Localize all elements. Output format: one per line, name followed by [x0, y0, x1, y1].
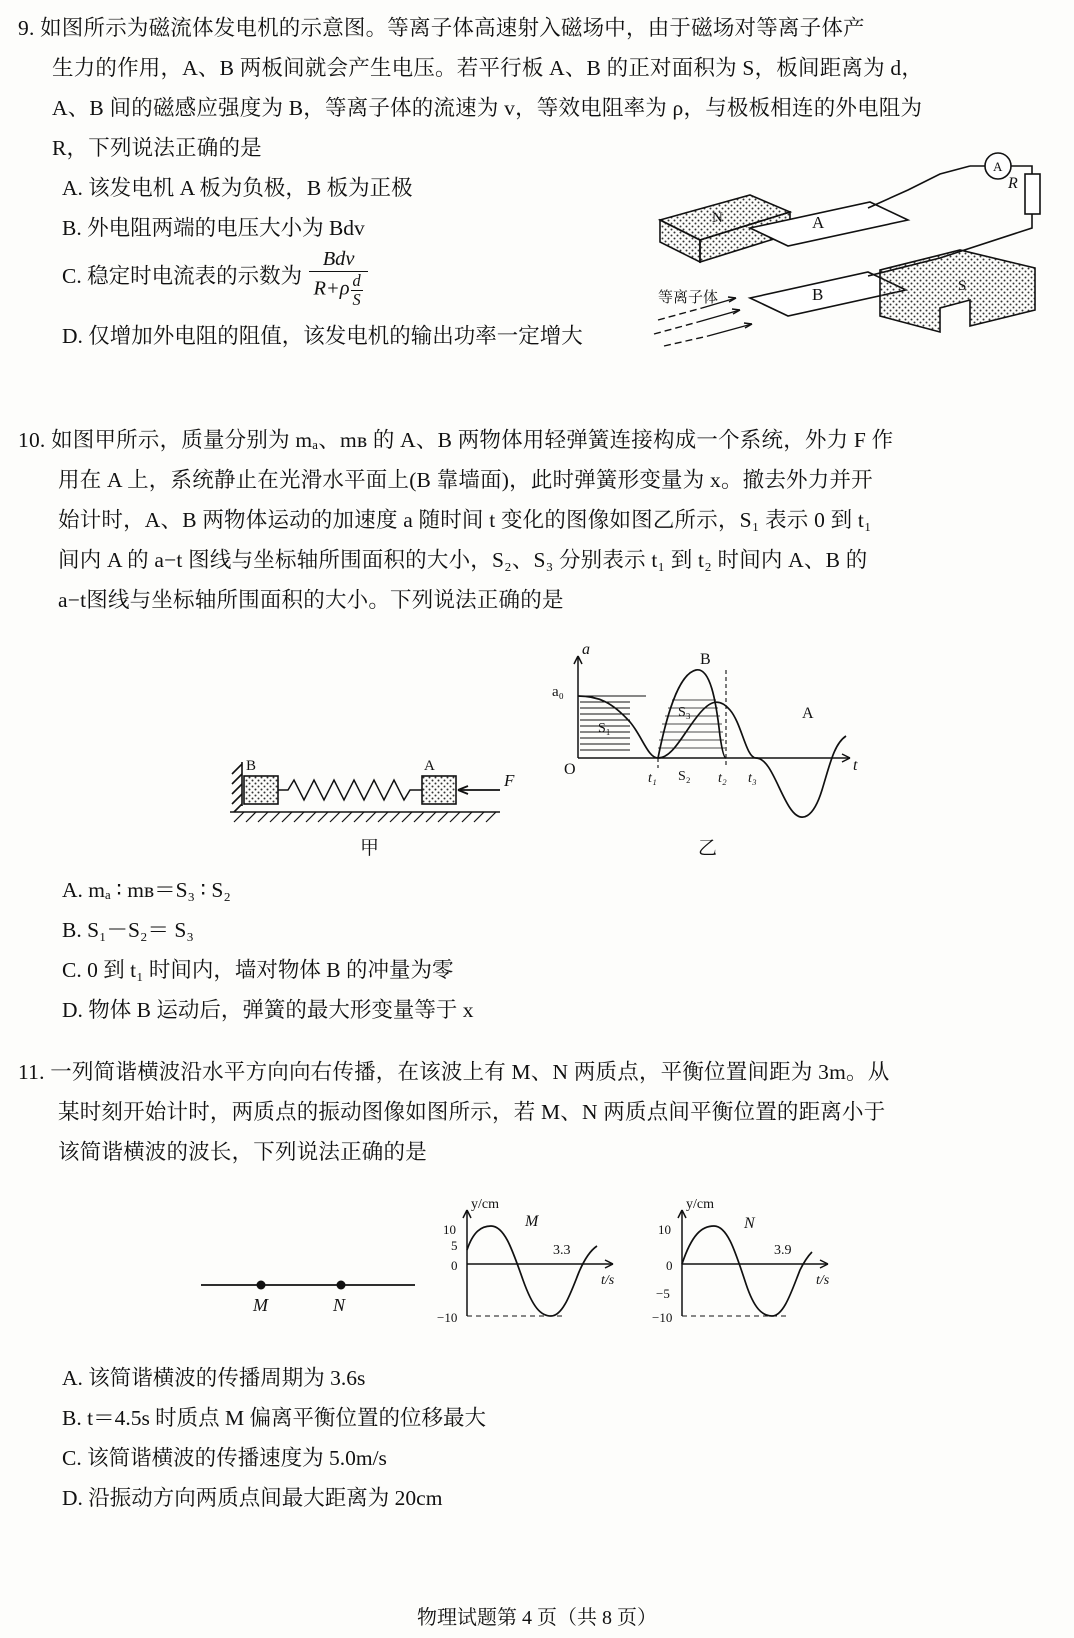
q11-chart-m: [425, 1196, 635, 1356]
chart-m-ytick-neg10: −10: [437, 1310, 458, 1325]
chart-n-ylabel: y/cm: [686, 1197, 714, 1212]
q10-option-b: B. S₁－S₂＝ S₃: [62, 918, 194, 942]
q9-resistor-label: R: [1008, 175, 1018, 192]
q9-option-d: D. 仅增加外电阻的阻值，该发电机的输出功率一定增大: [62, 323, 583, 348]
chart-m-ytick-5: 5: [451, 1238, 458, 1253]
spring: [278, 780, 422, 800]
page-footer: 物理试题第 4 页（共 8 页）: [417, 1607, 657, 1629]
q11-options: [18, 1358, 1058, 1518]
q10-line-4: 间内 A 的 a−t 图线与坐标轴所围面积的大小，S₂、S₃ 分别表示 t₁ 到 t₂ 时间内 A、B 的: [58, 548, 868, 572]
q9-c-inner-d: S: [352, 289, 361, 309]
q10-label-s3: S₃: [678, 705, 691, 720]
q9-c-denominator-lead: R+ρ: [313, 277, 350, 300]
q10-line-1: [18, 420, 1058, 460]
q9-label-a: A: [812, 213, 825, 232]
block-a: [422, 758, 456, 804]
q9-line-1: [18, 8, 1058, 48]
chart-n-curve: [682, 1226, 812, 1316]
q11-option-b: B. t＝4.5s 时质点 M 偏离平衡位置的位移最大: [62, 1406, 487, 1430]
q10-text-1: 如图甲所示，质量分别为 mₐ、mʙ 的 A、B 两物体用轻弹簧连接构成一个系统，外力 F 作: [51, 428, 894, 452]
chart-n-ytick-10: 10: [658, 1222, 671, 1237]
chart-m-xlabel: t/s: [601, 1273, 615, 1288]
chart-n-ytick-neg5: −5: [656, 1286, 670, 1301]
force-arrow-f: [458, 786, 500, 794]
q10-caption-yi: 乙: [698, 838, 718, 859]
question-11: [18, 1052, 1058, 1172]
area-s1: [578, 696, 646, 750]
q11-point-n: [337, 1281, 346, 1290]
q11-text-1: 一列简谐横波沿水平方向向右传播，在该波上有 M、N 两质点，平衡位置间距为 3m。从: [50, 1060, 890, 1084]
chart-n-ytick-neg10: −10: [652, 1310, 673, 1325]
q9-option-a: A. 该发电机 A 板为负极，B 板为正极: [62, 176, 413, 200]
q9-label-b: B: [812, 285, 824, 304]
block-b: [244, 758, 278, 804]
q10-curve-a-label: A: [802, 705, 814, 722]
q9-plasma-label: 等离子体: [658, 289, 719, 306]
q10-label-s2: S₂: [678, 769, 691, 784]
q10-tick-t3: t₃: [748, 771, 757, 786]
q9-ammeter-label: A: [993, 159, 1003, 174]
q10-figure-jia: [200, 740, 530, 870]
chart-m-ylabel: y/cm: [471, 1197, 499, 1212]
chart-m-curve: [467, 1226, 597, 1316]
q10-label-f: F: [504, 771, 515, 790]
area-s3: [658, 700, 725, 748]
q10-axis-y: a: [582, 641, 590, 658]
chart-n-xvalue: 3.9: [774, 1243, 792, 1258]
chart-m-xvalue: 3.3: [553, 1243, 571, 1258]
svg-text:S: S: [958, 278, 967, 294]
q11-chart-n: [640, 1196, 850, 1356]
q9-c-inner-n: d: [352, 271, 361, 291]
q9-option-c-prefix: C. 稳定时电流表的示数为: [62, 263, 303, 288]
q10-option-c: C. 0 到 t₁ 时间内，墙对物体 B 的冲量为零: [62, 958, 454, 982]
q10-label-b: B: [246, 758, 257, 774]
q11-number: 11.: [18, 1060, 45, 1084]
q9-text-1: 如图所示为磁流体发电机的示意图。等离子体高速射入磁场中，由于磁场对等离子体产: [40, 16, 865, 40]
q11-option-a: A. 该简谐横波的传播周期为 3.6s: [62, 1366, 366, 1390]
q10-origin: O: [564, 761, 576, 778]
chart-n-xlabel: t/s: [816, 1273, 830, 1288]
ground: [230, 812, 500, 822]
q10-option-d: D. 物体 B 运动后，弹簧的最大形变量等于 x: [62, 998, 474, 1022]
q9-option-c-fraction: [309, 248, 367, 308]
q10-figure-yi: [550, 640, 880, 870]
resistor-r: [1007, 174, 1040, 214]
q9-c-numerator: Bdv: [322, 248, 355, 270]
q10-line-2: 用在 A 上，系统静止在光滑水平面上(B 靠墙面)，此时弹簧形变量为 x。撤去外力并开: [58, 468, 873, 492]
q11-option-c: C. 该简谐横波的传播速度为 5.0m/s: [62, 1446, 387, 1470]
q10-number: 10.: [18, 428, 46, 452]
chart-m-ytick-10: 10: [443, 1222, 456, 1237]
q9-figure: [640, 150, 1060, 350]
q11-label-n: N: [333, 1295, 346, 1315]
q10-label-a: A: [424, 758, 435, 774]
q10-a0-label: a₀: [552, 684, 564, 700]
q10-tick-t2: t₂: [718, 771, 727, 786]
q11-line-1: [18, 1052, 1058, 1092]
q10-label-s1: S₁: [598, 721, 611, 736]
curve-b: [658, 670, 726, 758]
q10-line-3: 始计时，A、B 两物体运动的加速度 a 随时间 t 变化的图像如图乙所示，S₁ 表示 0 到 t₁: [58, 508, 872, 532]
q10-tick-t1: t₁: [648, 771, 657, 786]
q10-option-a: A. mₐ ∶ mʙ＝S₃ ∶ S₂: [62, 878, 231, 902]
q10-axis-x: t: [853, 757, 858, 774]
chart-m-ytick-0: 0: [451, 1258, 458, 1273]
q11-point-m: [257, 1281, 266, 1290]
q11-option-d: D. 沿振动方向两质点间最大距离为 20cm: [62, 1486, 443, 1510]
q9-c-inner-fraction: [351, 272, 363, 307]
q9-line-3: A、B 间的磁感应强度为 B，等离子体的流速为 v，等效电阻率为 ρ，与极板相连的外电阻为: [52, 96, 923, 120]
q9-line-2: 生力的作用，A、B 两板间就会产生电压。若平行板 A、B 的正对面积为 S，板间距离为 d，: [52, 56, 924, 80]
q11-points-figure: [195, 1255, 425, 1325]
wall: [232, 762, 242, 812]
q10-line-5: a−t图线与坐标轴所围面积的大小。下列说法正确的是: [58, 588, 564, 612]
chart-m-title: M: [525, 1213, 539, 1230]
q11-line-3: 该简谐横波的波长，下列说法正确的是: [58, 1140, 427, 1164]
chart-n-title: N: [744, 1215, 755, 1232]
q9-line-4: R，下列说法正确的是: [52, 136, 262, 160]
q9-option-b: B. 外电阻两端的电压大小为 Bdv: [62, 216, 365, 240]
q11-label-m: M: [253, 1295, 268, 1315]
q11-line-2: 某时刻开始计时，两质点的振动图像如图所示，若 M、N 两质点间平衡位置的距离小于: [58, 1100, 886, 1124]
q9-number: 9.: [18, 16, 35, 40]
q10-options: [18, 870, 1058, 1030]
question-10: [18, 420, 1058, 620]
chart-n-ytick-0: 0: [666, 1258, 673, 1273]
q10-caption-jia: 甲: [360, 838, 380, 859]
svg-text:N: N: [712, 210, 723, 226]
q10-curve-b-label: B: [700, 651, 711, 668]
magnet-block-right: [880, 250, 1035, 332]
